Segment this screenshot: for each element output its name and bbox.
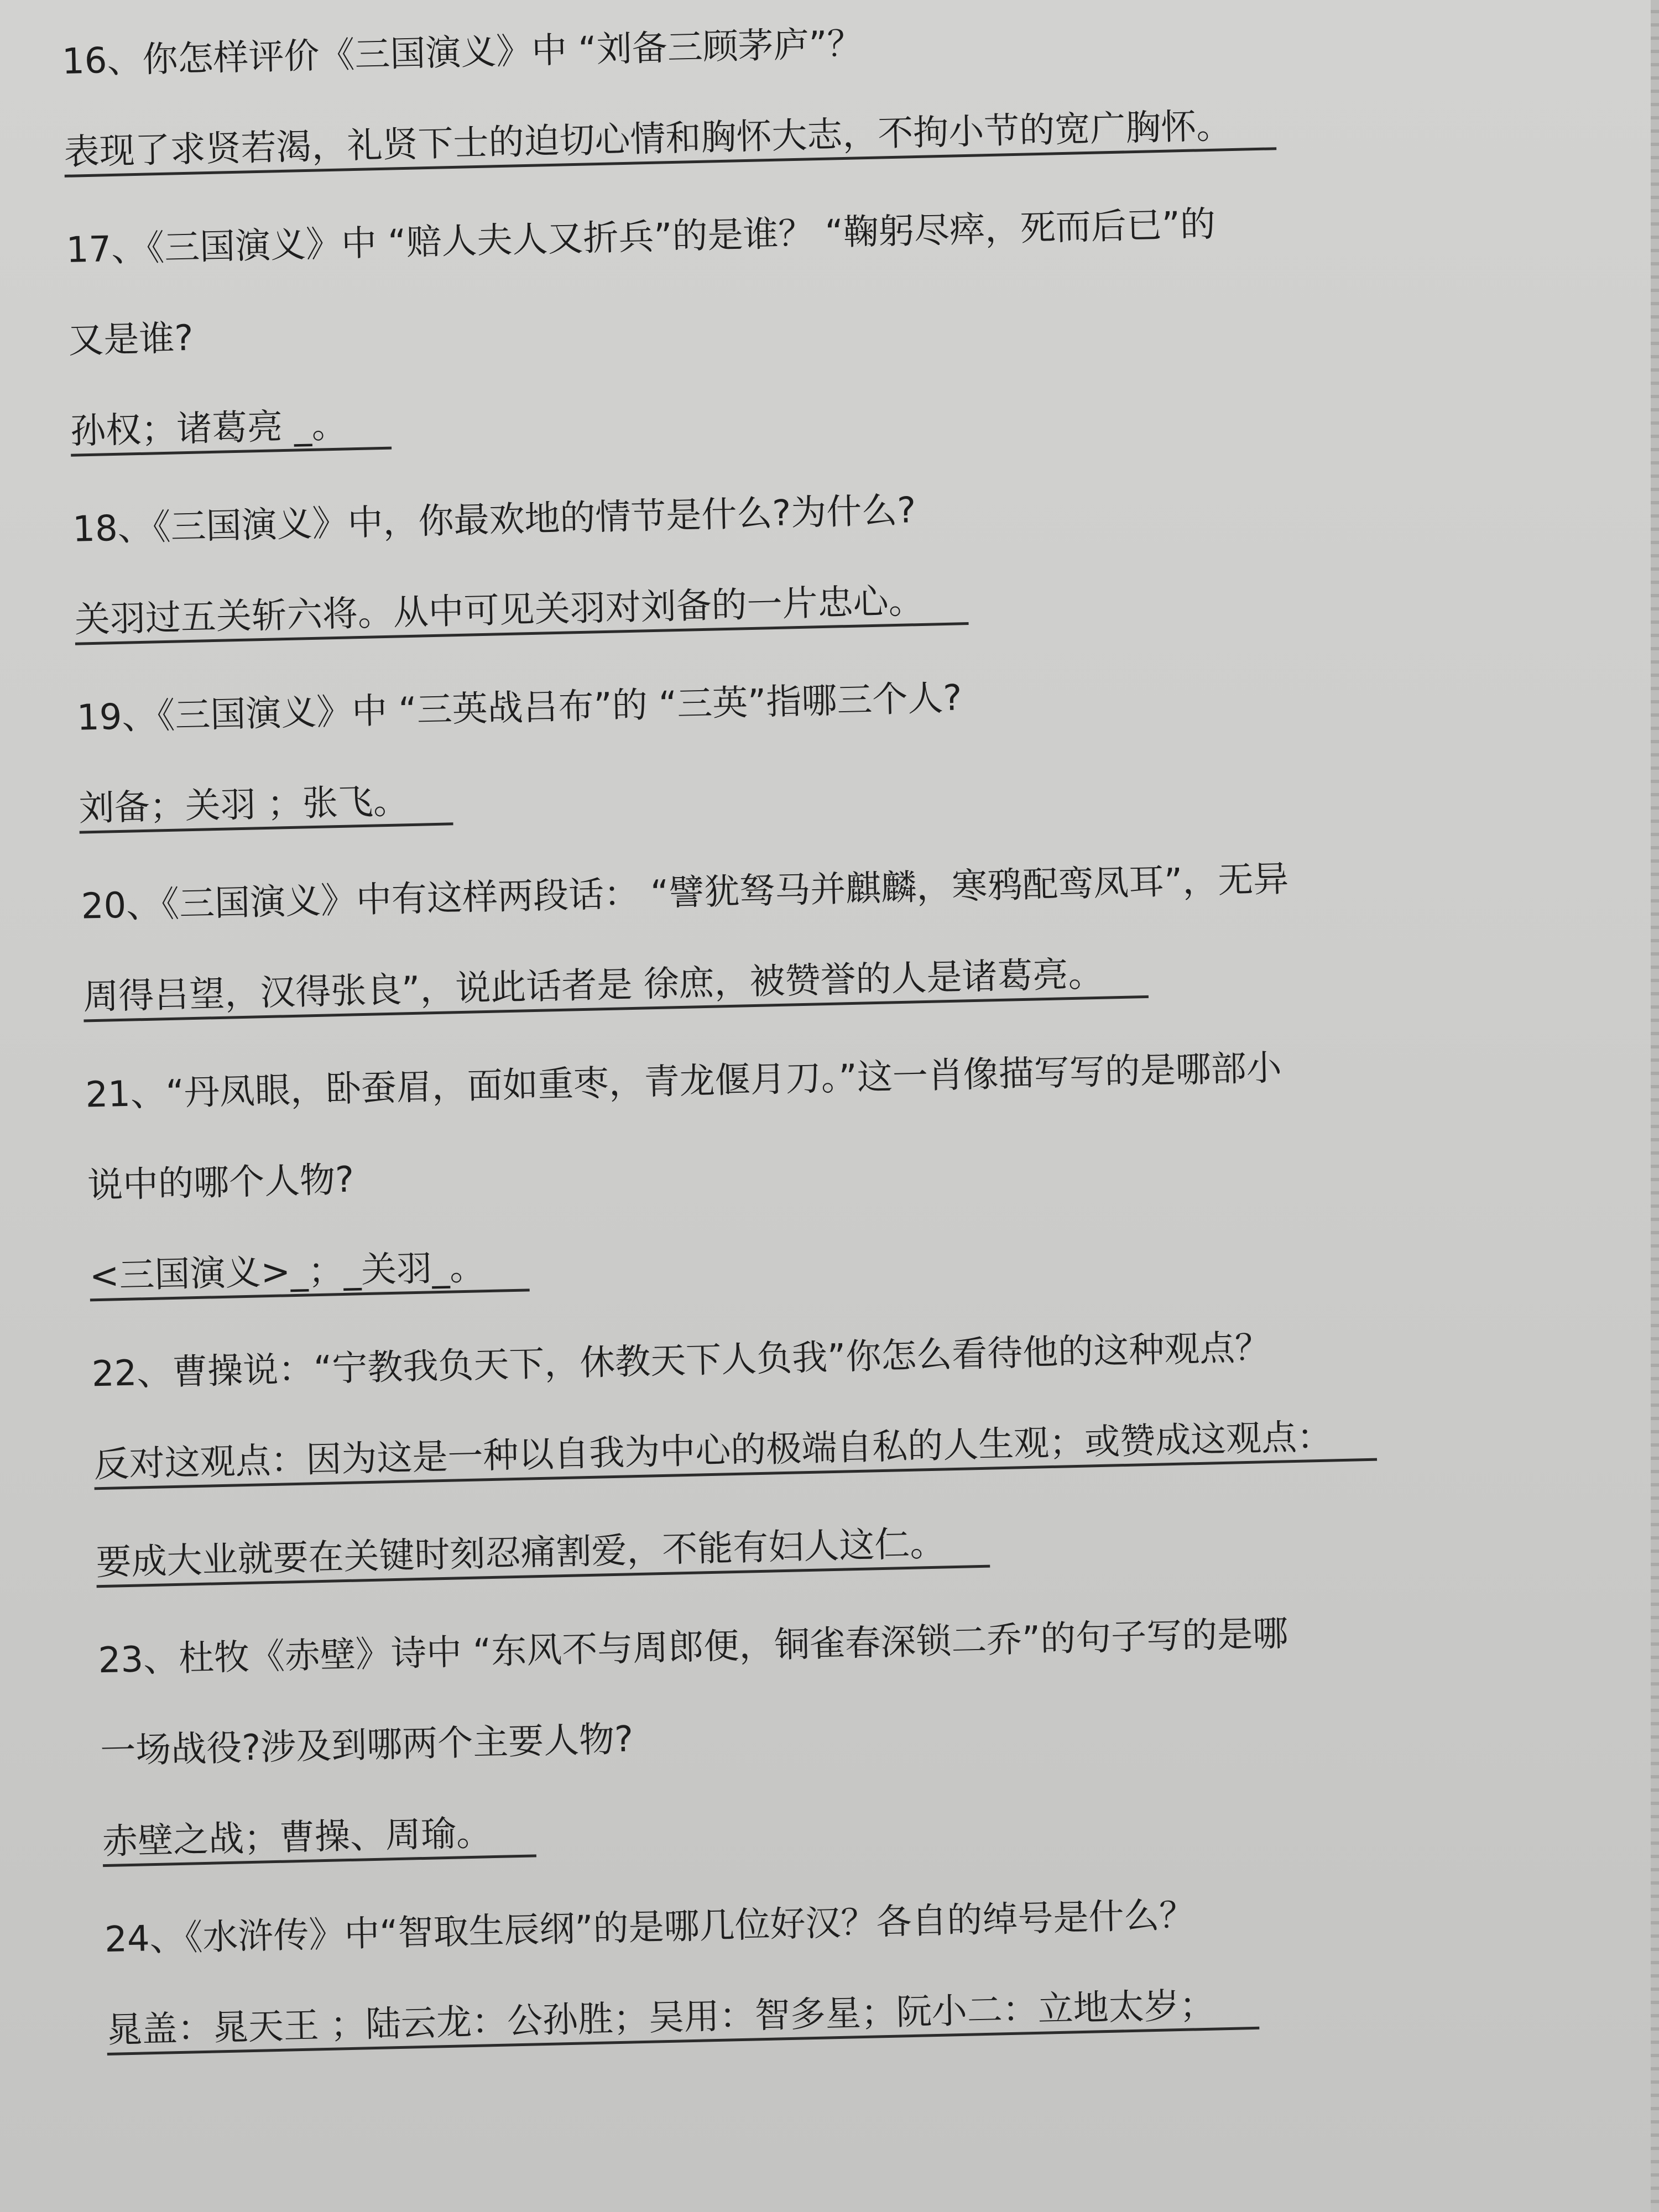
question-22: 22、曹操说：“宁教我负天下，休教天下人负我”你怎么看待他的这种观点？ bbox=[91, 1327, 1271, 1395]
stacked-page-edges bbox=[1651, 0, 1659, 2212]
question-19: 19、《三国演义》中 “三英战吕布”的 “三英”指哪三个人? bbox=[76, 677, 963, 739]
answer-22-line-2: 要成大业就要在关键时刻忍痛割爱，不能有妇人这仁。 bbox=[96, 1525, 990, 1588]
answer-23: 赤壁之战；曹操、周瑜。 bbox=[102, 1814, 536, 1867]
question-17: 17、《三国演义》中 “赔人夫人又折兵”的是谁？ “鞠躬尽瘁，死而后已”的 bbox=[65, 204, 1216, 271]
answer-21: <三国演义>_；_关羽_。 bbox=[89, 1249, 530, 1301]
answer-16: 表现了求贤若渴，礼贤下士的迫切心情和胸怀大志，不拘小节的宽广胸怀。 bbox=[64, 107, 1276, 178]
answer-24: 晁盖：晁天王 ；陆云龙：公孙胜；吴用：智多星；阮小二：立地太岁； bbox=[106, 1987, 1260, 2056]
question-20: 20、《三国演义》中有这样两段话： “譬犹驽马并麒麟，寒鸦配鸾凤耳”，无异 bbox=[80, 859, 1290, 927]
question-17-continued: 又是谁? bbox=[67, 317, 194, 362]
answer-19: 刘备；关羽 ；张飞。 bbox=[79, 782, 453, 833]
answer-20: 周得吕望，汉得张良”，说此话者是 徐庶，被赞誉的人是诸葛亮。 bbox=[83, 956, 1149, 1022]
question-23-continued: 一场战役?涉及到哪两个主要人物? bbox=[100, 1719, 634, 1772]
answer-22-line-1: 反对这观点：因为这是一种以自我为中心的极端自私的人生观；或赞成这观点： bbox=[93, 1418, 1377, 1490]
question-18: 18、《三国演义》中，你最欢地的情节是什么?为什么? bbox=[72, 490, 917, 550]
question-24: 24、《水浒传》中“智取生辰纲”的是哪几位好汉？各自的绰号是什么？ bbox=[104, 1895, 1196, 1961]
answer-18: 关羽过五关斩六将。从中可见关羽对刘备的一片忠心。 bbox=[74, 582, 968, 645]
worksheet-content bbox=[61, 0, 1633, 2056]
question-21-continued: 说中的哪个人物? bbox=[87, 1159, 354, 1207]
question-23: 23、杜牧《赤壁》诗中 “东风不与周郎便，铜雀春深锁二乔”的句子写的是哪 bbox=[97, 1613, 1289, 1682]
question-21: 21、“丹凤眼，卧蚕眉，面如重枣，青龙偃月刀。”这一肖像描写写的是哪部小 bbox=[85, 1047, 1282, 1116]
question-16: 16、你怎样评价《三国演义》中 “刘备三顾茅庐”？ bbox=[61, 23, 863, 82]
answer-17: 孙权；诸葛亮 _。 bbox=[70, 407, 392, 457]
